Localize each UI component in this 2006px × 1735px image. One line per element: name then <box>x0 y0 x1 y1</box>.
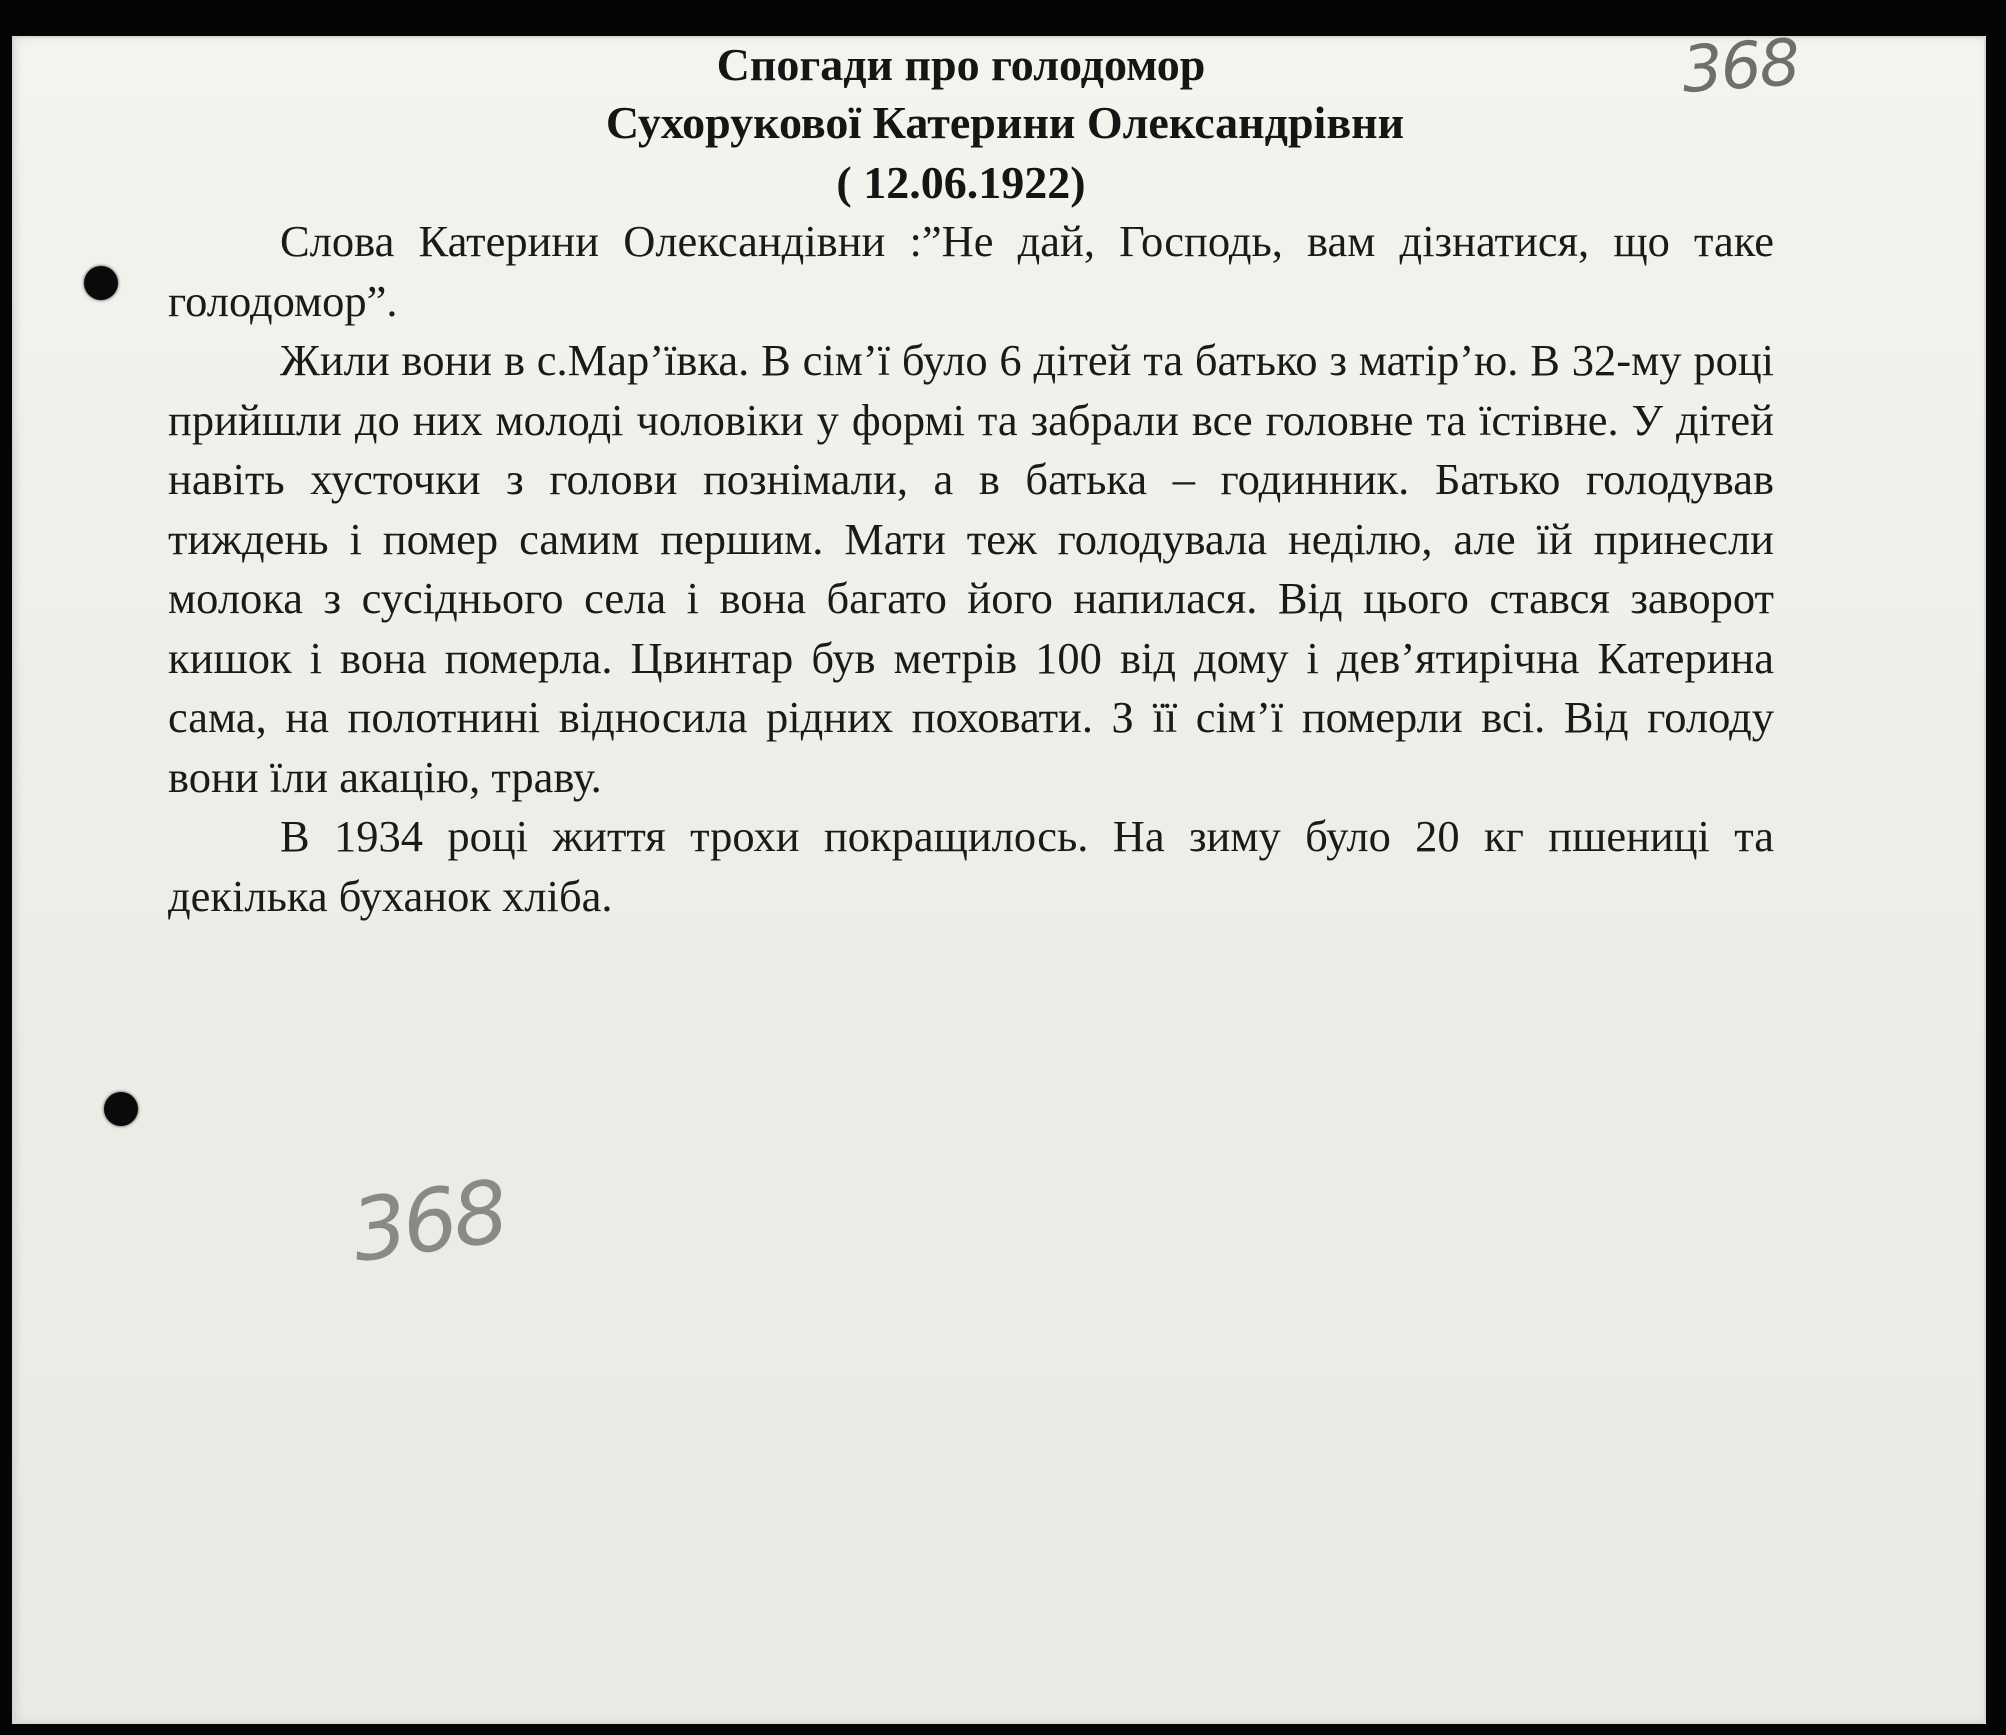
document-title-line-3: ( 12.06.1922) <box>836 157 1086 208</box>
paragraph-quote: Слова Катерини Олександівни :”Не дай, Господь, вам дізнатися, що таке голодомор”. <box>168 216 1774 326</box>
paragraph-family-story: Жили вони в с.Мар’ївка. В сім’ї було 6 дітей та батько з матір’ю. В 32-му році прийшли до них молоді чоловіки у формі та забрали все головне та їстівне. У дітей навіть хусточки з голови познімали, а в батька – годинник. Батько голодував тиждень і помер самим першим. Мати теж голодувала неділю, але їй принесли молока з сусіднього села і вона багато його напилася. Від цього стався заворот кишок і вона померла. Цвинтар був метрів 100 від дому і дев’ятирічна Катерина сама, на полотнині відносила рідних поховати. З її сім’ї померли всі. Від голоду вони їли акацію, траву. <box>168 335 1774 802</box>
paragraph-1934: В 1934 році життя трохи покращилось. На зиму було 20 кг пшениці та декілька буханок хліба. <box>168 811 1774 921</box>
document-title-line-1: Спогади про голодомор <box>716 39 1206 90</box>
handwritten-page-number-bottom: 368 <box>345 1161 511 1283</box>
document-title-line-2: Сухорукової Катерини Олександрівни <box>605 97 1405 148</box>
handwritten-page-number-top: 368 <box>1679 26 1801 108</box>
punch-hole-bottom <box>104 1092 138 1126</box>
document-body <box>168 212 1774 926</box>
punch-hole-top <box>84 266 118 300</box>
